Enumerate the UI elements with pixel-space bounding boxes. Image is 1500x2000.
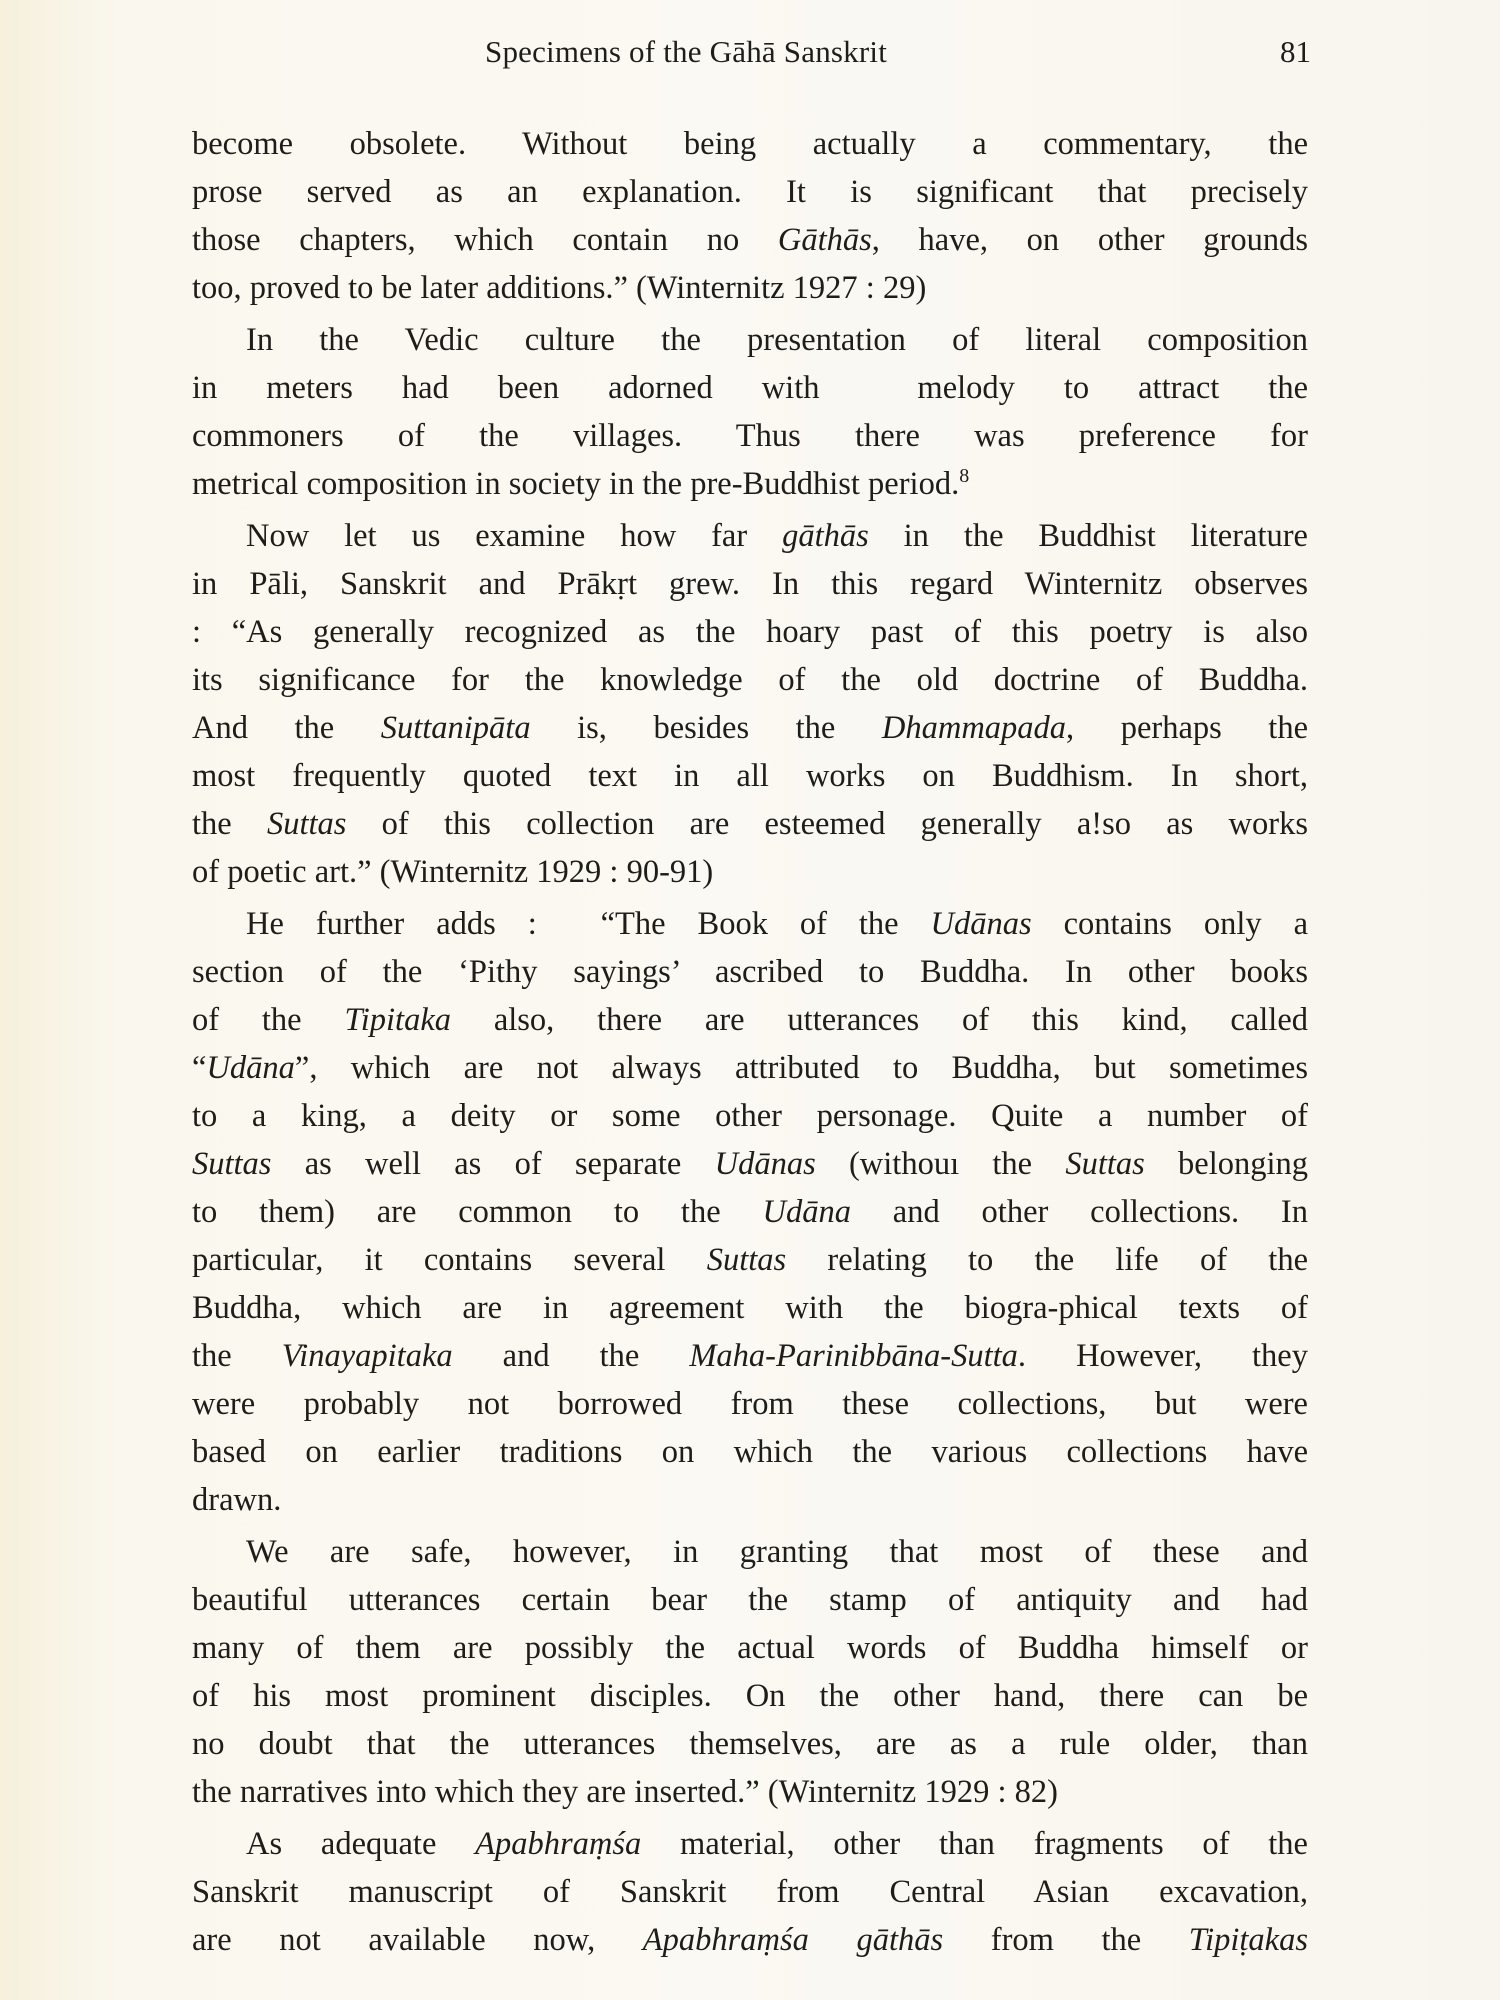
paragraph <box>192 1820 1308 1964</box>
paragraph <box>192 512 1308 896</box>
text-run: prose served as an explanation. It is significant that precisely <box>192 174 1308 210</box>
text-run: the <box>192 1338 282 1374</box>
text-line <box>192 1092 1308 1140</box>
text-run: metrical composition in society in the pre-Buddhist period. <box>192 466 960 502</box>
text-run: , have, on other grounds <box>871 222 1308 258</box>
text-line <box>192 996 1308 1044</box>
paragraph <box>192 1528 1308 1816</box>
text-line <box>192 1428 1308 1476</box>
text-run: those chapters, which contain no <box>192 222 778 258</box>
text-run: are not available now, <box>192 1922 643 1958</box>
text-line <box>192 900 1308 948</box>
text-line <box>192 216 1308 264</box>
italic-term: Suttas <box>266 806 347 842</box>
text-line <box>192 168 1308 216</box>
text-run: too, proved to be later additions.” (Winternitz 1927 : 29) <box>192 270 927 306</box>
text-run: the <box>192 806 267 842</box>
italic-term: gāthās <box>782 518 869 554</box>
text-run: to a king, a deity or some other personage. Quite a number of <box>192 1098 1308 1134</box>
text-line <box>192 1868 1308 1916</box>
text-line <box>192 1044 1308 1092</box>
text-run: commoners of the villages. Thus there was preference for <box>192 418 1308 454</box>
text-line <box>192 1476 1308 1524</box>
text-run: of his most prominent disciples. On the other hand, there can be <box>192 1678 1308 1714</box>
text-line <box>192 364 1308 412</box>
text-run: were probably not borrowed from these collections, but were <box>192 1386 1308 1422</box>
running-title: Specimens of the Gāhā Sanskrit <box>485 34 888 69</box>
italic-term: Tipitaka <box>344 1002 451 1038</box>
text-run: also, there are utterances of this kind, called <box>451 1002 1309 1038</box>
text-run: its significance for the knowledge of the old doctrine of Buddha. <box>192 662 1308 698</box>
text-run: Buddha, which are in agreement with the biogra-phical texts of <box>192 1290 1308 1326</box>
text-line <box>192 1528 1308 1576</box>
italic-term: Suttas <box>706 1242 787 1278</box>
text-line <box>192 704 1308 752</box>
text-run: in meters had been adorned with melody to attract the <box>192 370 1308 406</box>
italic-term: Apabhraṃśa <box>475 1826 642 1862</box>
text-run: in the Buddhist literature <box>868 518 1308 554</box>
text-run: from the <box>943 1922 1189 1958</box>
page-number: 81 <box>1280 34 1311 69</box>
paragraph <box>192 316 1308 508</box>
italic-term: Apabhraṃśa gāthās <box>642 1922 944 1958</box>
text-run: Sanskrit manuscript of Sanskrit from Central Asian excavation, <box>192 1874 1308 1910</box>
text-run: “ <box>192 1050 207 1086</box>
text-line <box>192 848 1308 896</box>
text-run: As adequate <box>246 1826 476 1862</box>
text-line <box>192 1768 1308 1816</box>
footnote-marker: 8 <box>959 465 970 487</box>
text-run: and other collections. In <box>850 1194 1308 1230</box>
page-header <box>0 34 1500 82</box>
paragraph <box>192 900 1308 1524</box>
text-line <box>192 1624 1308 1672</box>
italic-term: Udānas <box>714 1146 816 1182</box>
text-run: many of them are possibly the actual words of Buddha himself or <box>192 1630 1308 1666</box>
text-line <box>192 1576 1308 1624</box>
text-line <box>192 1188 1308 1236</box>
text-line <box>192 948 1308 996</box>
text-run: (withouı the <box>815 1146 1066 1182</box>
italic-term: Suttas <box>192 1146 272 1182</box>
paragraph <box>192 120 1308 312</box>
text-line <box>192 1236 1308 1284</box>
text-line <box>192 1916 1308 1964</box>
text-run: and the <box>452 1338 690 1374</box>
text-run: . However, they <box>1017 1338 1308 1374</box>
text-run: He further adds : “The Book of the <box>246 906 931 942</box>
text-line <box>192 1284 1308 1332</box>
page-body <box>192 120 1308 1968</box>
text-run: material, other than fragments of the <box>641 1826 1308 1862</box>
italic-term: Udānas <box>930 906 1032 942</box>
text-run: beautiful utterances certain bear the stamp of antiquity and had <box>192 1582 1308 1618</box>
italic-term: Vinayapitaka <box>281 1338 453 1374</box>
italic-term: Udāna <box>762 1194 851 1230</box>
text-line <box>192 752 1308 800</box>
italic-term: Udāna <box>206 1050 295 1086</box>
text-run: most frequently quoted text in all works on Buddhism. In short, <box>192 758 1308 794</box>
text-line <box>192 412 1308 460</box>
text-line <box>192 264 1308 312</box>
text-run: as well as of separate <box>271 1146 715 1182</box>
text-run: particular, it contains several <box>192 1242 707 1278</box>
text-line <box>192 1140 1308 1188</box>
text-run: of the <box>192 1002 345 1038</box>
text-run: in Pāli, Sanskrit and Prākṛt grew. In this regard Winternitz observes <box>192 566 1308 602</box>
text-line <box>192 460 1308 508</box>
text-run: ”, which are not always attributed to Buddha, but sometimes <box>294 1050 1308 1086</box>
text-run: of this collection are esteemed generally a!so as works <box>346 806 1308 842</box>
text-line <box>192 656 1308 704</box>
text-line <box>192 1720 1308 1768</box>
text-run: : “As generally recognized as the hoary past of this poetry is also <box>192 614 1308 650</box>
text-run: relating to the life of the <box>786 1242 1308 1278</box>
italic-term: Gāthās <box>777 222 872 258</box>
text-line <box>192 608 1308 656</box>
text-line <box>192 1380 1308 1428</box>
text-run: , perhaps the <box>1066 710 1308 746</box>
text-run: of poetic art.” (Winternitz 1929 : 90-91) <box>192 854 714 890</box>
text-run: based on earlier traditions on which the various collections have <box>192 1434 1308 1470</box>
italic-term: Suttanipāta <box>380 710 531 746</box>
text-run: the narratives into which they are inserted.” (Winternitz 1929 : 82) <box>192 1774 1058 1810</box>
text-line <box>192 512 1308 560</box>
italic-term: Maha-Parinibbāna-Sutta <box>689 1338 1018 1374</box>
italic-term: Dhammapada <box>881 710 1067 746</box>
text-run: is, besides the <box>530 710 882 746</box>
text-line <box>192 560 1308 608</box>
text-run: In the Vedic culture the presentation of literal composition <box>246 322 1308 358</box>
text-run: become obsolete. Without being actually a commentary, the <box>192 126 1308 162</box>
italic-term: Suttas <box>1065 1146 1145 1182</box>
text-run: drawn. <box>192 1482 282 1518</box>
text-run: contains only a <box>1031 906 1309 942</box>
text-line <box>192 1672 1308 1720</box>
text-run: belonging <box>1144 1146 1309 1182</box>
text-line <box>192 316 1308 364</box>
text-run: And the <box>192 710 381 746</box>
text-run: We are safe, however, in granting that most of these and <box>246 1534 1308 1570</box>
text-run: section of the ‘Pithy sayings’ ascribed to Buddha. In other books <box>192 954 1308 990</box>
text-run: to them) are common to the <box>192 1194 763 1230</box>
text-line <box>192 1820 1308 1868</box>
text-run: no doubt that the utterances themselves, are as a rule older, than <box>192 1726 1308 1762</box>
text-run: Now let us examine how far <box>246 518 783 554</box>
text-line <box>192 1332 1308 1380</box>
text-line <box>192 120 1308 168</box>
italic-term: Tipiṭakas <box>1188 1922 1308 1958</box>
text-line <box>192 800 1308 848</box>
